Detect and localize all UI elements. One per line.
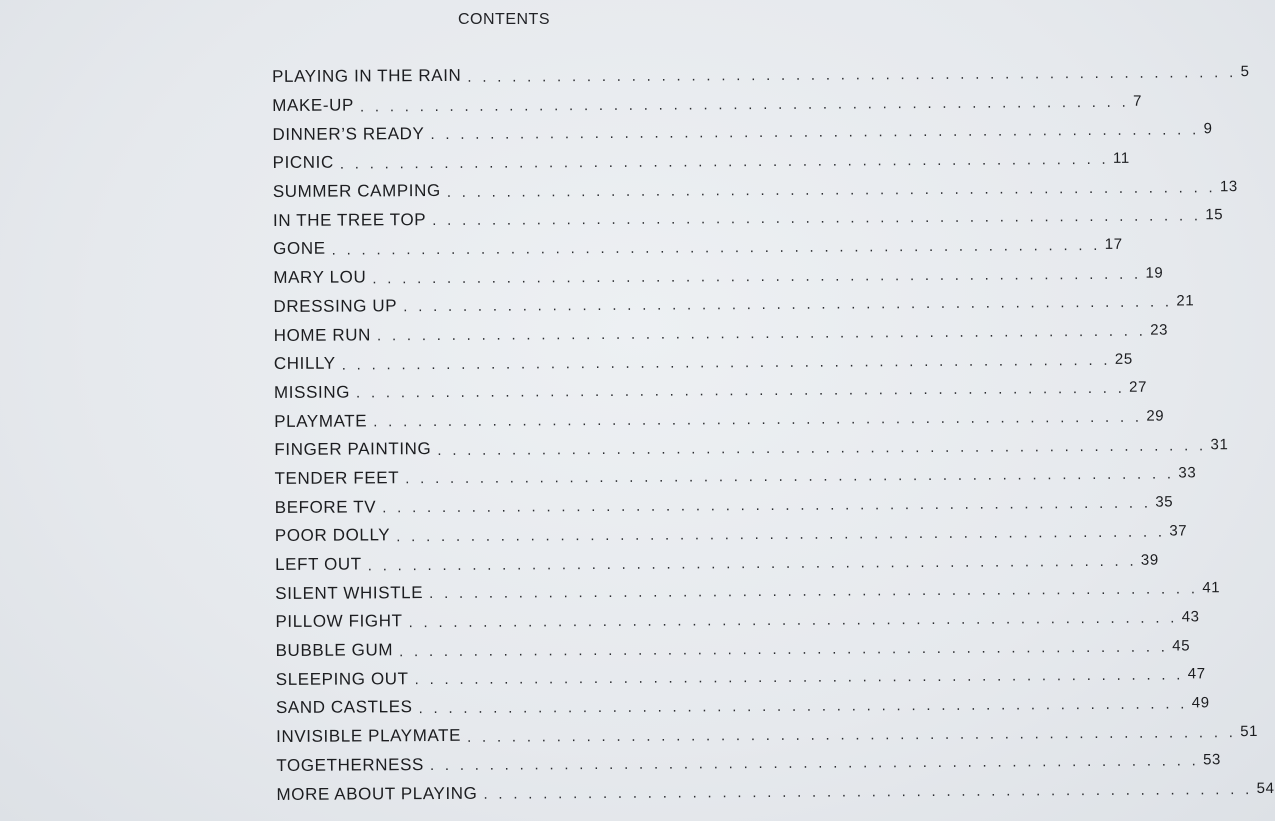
toc-entry-title: PLAYMATE (274, 411, 368, 431)
dot-leader: . . . . . . . . . . . . . . . . . . . . . . . . . . . . . . . . . . . . . . . . . . . . . . . . . . . . (331, 236, 1101, 259)
toc-entry (273, 318, 1169, 350)
dot-leader: . . . . . . . . . . . . . . . . . . . . . . . . . . . . . . . . . . . . . . . . . . . . . . . . . . . . (367, 552, 1137, 574)
dot-leader: . . . . . . . . . . . . . . . . . . . . . . . . . . . . . . . . . . . . . . . . . . . . . . . . . . . . (467, 63, 1237, 86)
toc-entry (275, 605, 1200, 637)
toc-entry-page-number: 41 (1202, 579, 1221, 597)
toc-entry-page-number: 23 (1150, 321, 1169, 339)
toc-entry (272, 146, 1130, 178)
toc-entry-page-number: 7 (1133, 92, 1143, 110)
toc-entry-title: IN THE TREE TOP (272, 209, 427, 230)
toc-entry-page-number: 31 (1210, 435, 1229, 454)
toc-entry (274, 490, 1174, 522)
dot-leader: . . . . . . . . . . . . . . . . . . . . . . . . . . . . . . . . . . . . . . . . . . . . . . . . . . . . (437, 437, 1207, 459)
toc-entry-page-number: 54 (1256, 779, 1275, 798)
toc-entry-page-number: 29 (1146, 407, 1165, 425)
toc-entry (272, 60, 1250, 92)
toc-entry (272, 117, 1213, 149)
toc-entry-title: HOME RUN (273, 324, 372, 345)
toc-entry-page-number: 49 (1191, 694, 1210, 712)
toc-entry (276, 749, 1222, 781)
dot-leader: . . . . . . . . . . . . . . . . . . . . . . . . . . . . . . . . . . . . . . . . . . . . . . . . . . . . (376, 322, 1147, 345)
toc-entry-page-number: 51 (1240, 722, 1259, 740)
toc-entry (273, 261, 1164, 293)
toc-entry-page-number: 35 (1155, 493, 1174, 511)
toc-entry (275, 691, 1210, 723)
dot-leader: . . . . . . . . . . . . . . . . . . . . . . . . . . . . . . . . . . . . . . . . . . . . . . . . . . . . (373, 408, 1143, 431)
toc-entry-page-number: 15 (1205, 206, 1224, 224)
toc-entry (273, 290, 1195, 322)
toc-entry (275, 576, 1221, 608)
toc-entry-page-number: 9 (1203, 120, 1213, 138)
dot-leader: . . . . . . . . . . . . . . . . . . . . . . . . . . . . . . . . . . . . . . . . . . . . . . . . . . . . (446, 178, 1217, 201)
toc-entry-title: BUBBLE GUM (275, 640, 394, 661)
toc-entry-title: POOR DOLLY (274, 525, 391, 546)
dot-leader: . . . . . . . . . . . . . . . . . . . . . . . . . . . . . . . . . . . . . . . . . . . . . . . . . . . . (341, 351, 1111, 374)
toc-entry-title: DRESSING UP (273, 296, 398, 316)
toc-entry-title: MAKE-UP (272, 95, 354, 116)
toc-entry-title: INVISIBLE PLAYMATE (276, 726, 462, 747)
toc-entry-title: PILLOW FIGHT (275, 611, 403, 632)
toc-entry-title: SILENT WHISTLE (275, 582, 424, 603)
toc-entry-page-number: 5 (1240, 62, 1250, 80)
dot-leader: . . . . . . . . . . . . . . . . . . . . . . . . . . . . . . . . . . . . . . . . . . . . . . . . . . . . (355, 380, 1126, 402)
toc-entry-title: MARY LOU (273, 267, 367, 288)
toc-entry-page-number: 13 (1219, 177, 1238, 195)
toc-entry-page-number: 53 (1203, 751, 1222, 769)
toc-entry (275, 662, 1206, 694)
toc-entry (274, 519, 1188, 551)
toc-entry (274, 433, 1229, 465)
toc-entry-title: SUMMER CAMPING (272, 181, 441, 202)
toc-entry-title: LEFT OUT (275, 554, 362, 575)
dot-leader: . . . . . . . . . . . . . . . . . . . . . . . . . . . . . . . . . . . . . . . . . . . . . . . . . . . . (467, 723, 1237, 746)
toc-entry (275, 548, 1159, 580)
dot-leader: . . . . . . . . . . . . . . . . . . . . . . . . . . . . . . . . . . . . . . . . . . . . . . . . . . . . (403, 293, 1173, 316)
toc-entry-title: GONE (273, 239, 326, 259)
dot-leader: . . . . . . . . . . . . . . . . . . . . . . . . . . . . . . . . . . . . . . . . . . . . . . . . . . . . (429, 752, 1200, 775)
table-of-contents (272, 60, 1275, 809)
dot-leader: . . . . . . . . . . . . . . . . . . . . . . . . . . . . . . . . . . . . . . . . . . . . . . . . . . . . (430, 121, 1200, 144)
toc-entry (273, 232, 1123, 264)
toc-entry-title: TOGETHERNESS (276, 754, 424, 775)
toc-entry-title: SLEEPING OUT (275, 668, 409, 689)
toc-entry (272, 175, 1238, 207)
toc-entry (272, 204, 1224, 236)
toc-entry-title: MORE ABOUT PLAYING (276, 783, 478, 804)
toc-entry-title: BEFORE TV (274, 497, 377, 517)
toc-entry-page-number: 45 (1172, 636, 1191, 655)
toc-entry-title: PICNIC (272, 153, 334, 173)
toc-entry-page-number: 39 (1140, 551, 1159, 569)
toc-entry-page-number: 47 (1187, 665, 1206, 683)
toc-entry-title: PLAYING IN THE RAIN (272, 66, 462, 87)
toc-entry (273, 376, 1148, 408)
dot-leader: . . . . . . . . . . . . . . . . . . . . . . . . . . . . . . . . . . . . . . . . . . . . . . . . . . . . (405, 465, 1175, 488)
toc-entry (274, 404, 1165, 436)
toc-entry (276, 777, 1275, 809)
dot-leader: . . . . . . . . . . . . . . . . . . . . . . . . . . . . . . . . . . . . . . . . . . . . . . . . . . . . (414, 666, 1184, 689)
toc-entry-page-number: 17 (1104, 235, 1123, 253)
dot-leader: . . . . . . . . . . . . . . . . . . . . . . . . . . . . . . . . . . . . . . . . . . . . . . . . . . . . (408, 609, 1178, 632)
page-title: CONTENTS (458, 11, 550, 28)
dot-leader: . . . . . . . . . . . . . . . . . . . . . . . . . . . . . . . . . . . . . . . . . . . . . . . . . . . . (429, 580, 1199, 603)
dot-leader: . . . . . . . . . . . . . . . . . . . . . . . . . . . . . . . . . . . . . . . . . . . . . . . . . . . . (396, 523, 1166, 546)
dot-leader: . . . . . . . . . . . . . . . . . . . . . . . . . . . . . . . . . . . . . . . . . . . . . . . . . . . . (432, 207, 1202, 230)
dot-leader: . . . . . . . . . . . . . . . . . . . . . . . . . . . . . . . . . . . . . . . . . . . . . . . . . . . . (372, 265, 1142, 288)
toc-entry-page-number: 37 (1169, 522, 1188, 540)
dot-leader: . . . . . . . . . . . . . . . . . . . . . . . . . . . . . . . . . . . . . . . . . . . . . . . . . . . . (339, 150, 1110, 173)
dot-leader: . . . . . . . . . . . . . . . . . . . . . . . . . . . . . . . . . . . . . . . . . . . . . . . . . . . . (382, 494, 1152, 517)
toc-entry-title: CHILLY (273, 353, 336, 374)
toc-entry (273, 347, 1133, 379)
toc-entry (275, 634, 1191, 666)
toc-entry-page-number: 21 (1176, 292, 1195, 310)
toc-entry-page-number: 19 (1145, 264, 1164, 282)
toc-entry-title: DINNER’S READY (272, 123, 425, 144)
toc-entry (276, 720, 1259, 752)
toc-entry-title: MISSING (273, 382, 351, 402)
toc-entry-page-number: 25 (1114, 350, 1133, 368)
toc-entry-title: FINGER PAINTING (274, 439, 432, 460)
toc-entry-page-number: 27 (1129, 379, 1148, 397)
toc-entry-page-number: 33 (1178, 464, 1197, 482)
toc-entry-page-number: 11 (1112, 149, 1130, 167)
dot-leader: . . . . . . . . . . . . . . . . . . . . . . . . . . . . . . . . . . . . . . . . . . . . . . . . . . . . (399, 638, 1169, 660)
toc-entry (274, 462, 1197, 494)
toc-entry-page-number: 43 (1181, 608, 1200, 626)
dot-leader: . . . . . . . . . . . . . . . . . . . . . . . . . . . . . . . . . . . . . . . . . . . . . . . . . . . . (418, 695, 1188, 718)
dot-leader: . . . . . . . . . . . . . . . . . . . . . . . . . . . . . . . . . . . . . . . . . . . . . . . . . . . . (359, 93, 1130, 115)
toc-entry (272, 89, 1143, 121)
toc-entry-title: TENDER FEET (274, 468, 400, 488)
dot-leader: . . . . . . . . . . . . . . . . . . . . . . . . . . . . . . . . . . . . . . . . . . . . . . . . . . . . (483, 781, 1253, 803)
toc-entry-title: SAND CASTLES (275, 697, 413, 718)
